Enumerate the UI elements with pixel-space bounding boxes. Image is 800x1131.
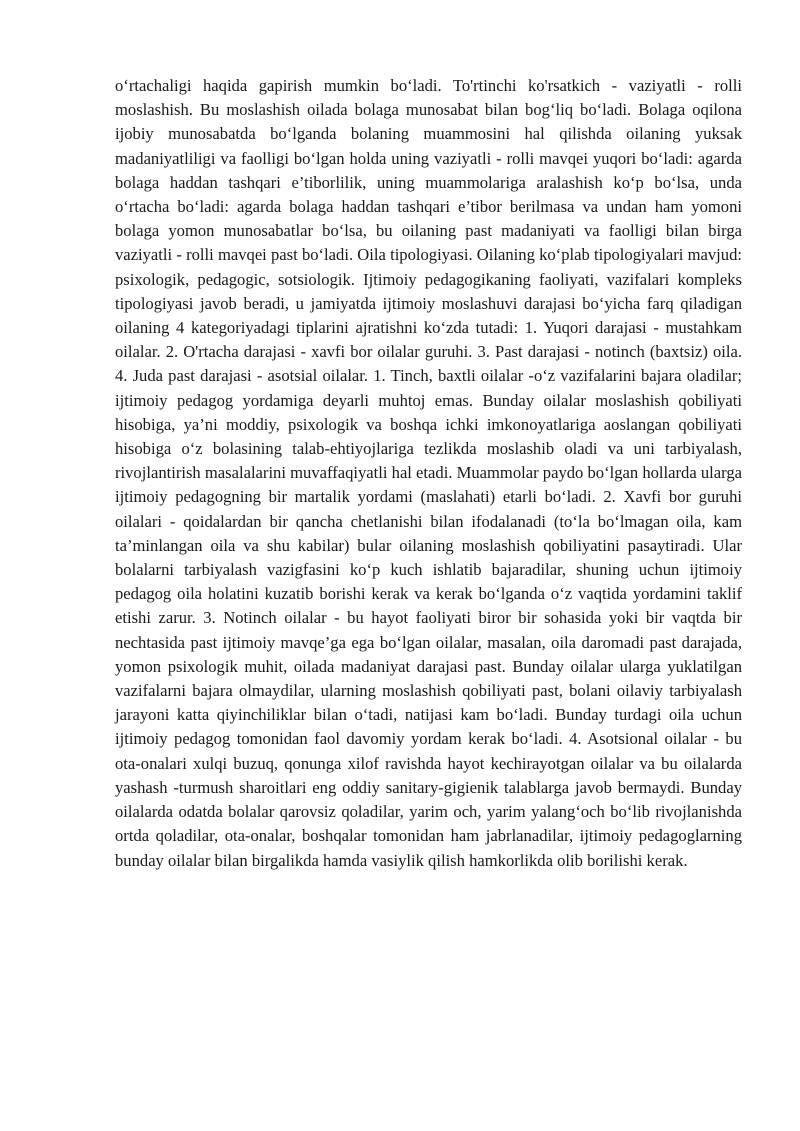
body-paragraph: o‘rtachaligi haqida gapirish mumkin bo‘ladi. To'rtinchi ko'rsatkich - vaziyatli - rolli moslashish. Bu moslashish oilada bolaga munosabat bilan bog‘liq bo‘ladi. Bolaga oqilona ijobiy munosabatda bo‘lganda bolaning muammosini hal qilishda oilaning yuksak madaniyatliligi va faolligi bo‘lgan holda uning vaziyatli - rolli mavqei yuqori bo‘ladi: agarda bolaga haddan tashqari e’tiborlilik, uning muammolariga aralashish ko‘p bo‘lsa, unda o‘rtacha bo‘ladi: agarda bolaga haddan tashqari e’tibor berilmasa va undan ham yomoni bolaga yomon munosabatlar bo‘lsa, bu oilaning past madaniyati va faolligi bilan birga vaziyatli - rolli mavqei past bo‘ladi. Oila tipologiyasi. Oilaning ko‘plab tipologiyalari mavjud: psixologik, pedagogic, sotsiologik. Ijtimoiy pedagogikaning faoliyati, vazifalari kompleks tipologiyasi javob beradi, u jamiyatda ijtimoiy moslashuvi darajasi bo‘yicha farq qiladigan oilaning 4 kategoriyadagi tiplarini ajratishni ko‘zda tutadi: 1. Yuqori darajasi - mustahkam oilalar. 2. O'rtacha darajasi - xavfi bor oilalar guruhi. 3. Past darajasi - notinch (baxtsiz) oila. 4. Juda past darajasi - asotsial oilalar. 1. Tinch, baxtli oilalar -o‘z vazifalarini bajara oladilar; ijtimoiy pedagog yordamiga deyarli muhtoj emas. Bunday oilalar moslashish qobiliyati hisobiga, ya’ni moddiy, psixologik va boshqa ichki imkonoyatlariga aoslangan qobiliyati hisobiga o‘z bolasining talab-ehtiyojlariga tezlikda moslashib oladi va uni tarbiyalash, rivojlantirish masalalarini muvaffaqiyatli hal etadi. Muammolar paydo bo‘lgan hollarda ularga ijtimoiy pedagogning bir martalik yordami (maslahati) etarli bo‘ladi. 2. Xavfi bor guruhi oilalari - qoidalardan bir qancha chetlanishi bilan ifodalanadi (to‘la bo‘lmagan oila, kam ta’minlangan oila va shu kabilar) bular oilaning moslashish qobiliyatini pasaytiradi. Ular bolalarni tarbiyalash vazigfasini ko‘p kuch ishlatib bajaradilar, shuning uchun ijtimoiy pedagog oila holatini kuzatib borishi kerak va kerak bo‘lganda o‘z vaqtida yordamini taklif etishi zarur. 3. Notinch oilalar - bu hayot faoliyati biror bir sohasida yoki bir vaqtda bir nechtasida past ijtimoiy mavqe’ga ega bo‘lgan oilalar, masalan, oila daromadi past darajada, yomon psixologik muhit, oilada madaniyat darajasi past. Bunday oilalar ularga yuklatilgan vazifalarni bajara olmaydilar, ularning moslashish qobiliyati past, bolani oilaviy tarbiyalash jarayoni katta qiyinchiliklar bilan o‘tadi, natijasi kam bo‘ladi. Bunday turdagi oila uchun ijtimoiy pedagog tomonidan faol davomiy yordam kerak bo‘ladi. 4. Asotsional oilalar - bu ota-onalari xulqi buzuq, qonunga xilof ravishda hayot kechirayotgan oilalar va bu oilalarda yashash -turmush sharoitlari eng oddiy sanitary-gigienik talablarga javob bermaydi. Bunday oilalarda odatda bolalar qarovsiz qoladilar, yarim och, yarim yalang‘och bo‘lib rivojlanishda ortda qoladilar, ota-onalar, boshqalar tomonidan ham jabrlanadilar, ijtimoiy pedagoglarning bunday oilalar bilan birgalikda hamda vasiylik qilish hamkorlikda olib borilishi kerak.	[115, 76, 742, 870]
